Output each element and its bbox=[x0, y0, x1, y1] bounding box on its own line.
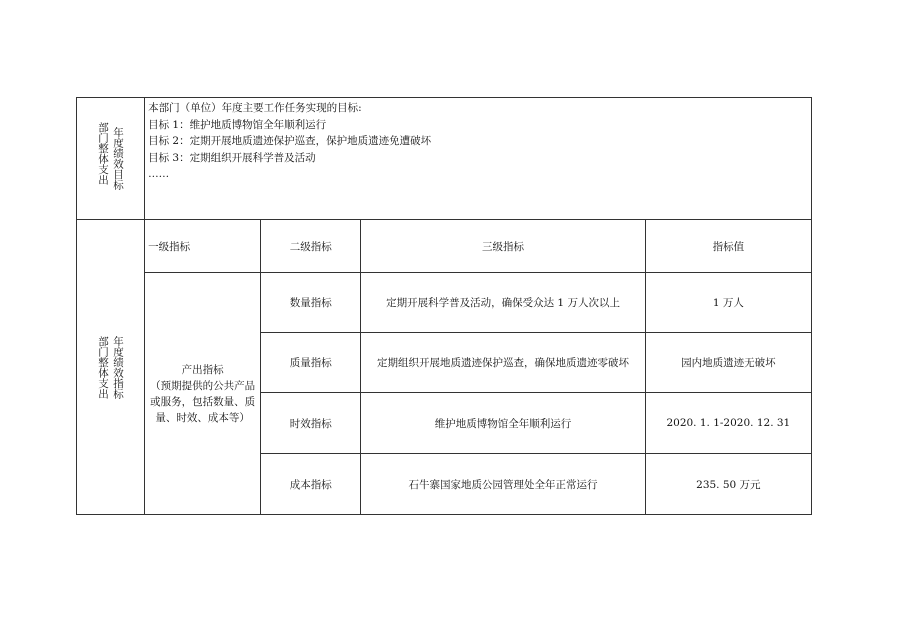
goal-1: 目标 1：维护地质博物馆全年顺利运行 bbox=[148, 118, 327, 131]
goals-side-label bbox=[77, 98, 145, 220]
row-level2: 质量指标 bbox=[261, 333, 361, 393]
row-level3: 石牛寨国家地质公园管理处全年正常运行 bbox=[361, 454, 645, 515]
header-level3: 三级指标 bbox=[361, 220, 645, 273]
header-level1: 一级指标 bbox=[145, 220, 261, 273]
row-level2: 时效指标 bbox=[261, 393, 361, 454]
side-label-part-b: 部门整体支出 bbox=[97, 122, 110, 185]
table-row bbox=[77, 273, 812, 333]
row-level3: 维护地质博物馆全年顺利运行 bbox=[361, 393, 645, 454]
indicator-side-label-part-b: 年度绩效指标 bbox=[112, 335, 125, 399]
row-level3: 定期组织开展地质遗迹保护巡查，确保地质遗迹零破坏 bbox=[361, 333, 645, 393]
output-indicator-description: （预期提供的公共产品或服务，包括数量、质量、时效、成本等） bbox=[150, 379, 256, 424]
row-level3: 定期开展科学普及活动，确保受众达 1 万人次以上 bbox=[361, 273, 645, 333]
goal-3: 目标 3：定期组织开展科学普及活动 bbox=[148, 151, 316, 164]
row-value: 2020. 1. 1-2020. 12. 31 bbox=[645, 393, 811, 454]
goal-ellipsis: …… bbox=[148, 168, 170, 180]
goals-intro: 本部门（单位）年度主要工作任务实现的目标: bbox=[148, 102, 362, 114]
side-label-part-a: 年度绩效目标 bbox=[112, 127, 125, 190]
goals-content bbox=[145, 98, 812, 220]
header-value: 指标值 bbox=[645, 220, 811, 273]
indicator-header-row bbox=[77, 220, 812, 273]
goals-row bbox=[77, 98, 812, 220]
header-level2: 二级指标 bbox=[261, 220, 361, 273]
row-level2: 数量指标 bbox=[261, 273, 361, 333]
output-indicator-title: 产出指标 bbox=[181, 363, 224, 376]
goal-2: 目标 2：定期开展地质遗迹保护巡查，保护地质遗迹免遭破坏 bbox=[148, 135, 432, 147]
output-indicator-cell bbox=[145, 273, 261, 515]
indicator-side-label-part-a: 部门整体支出 bbox=[97, 335, 110, 399]
row-value: 1 万人 bbox=[645, 273, 811, 333]
row-value: 园内地质遗迹无破坏 bbox=[645, 333, 811, 393]
row-level2: 成本指标 bbox=[261, 454, 361, 515]
row-value: 235. 50 万元 bbox=[645, 454, 811, 515]
indicator-side-label bbox=[77, 220, 145, 515]
performance-table bbox=[76, 97, 812, 515]
